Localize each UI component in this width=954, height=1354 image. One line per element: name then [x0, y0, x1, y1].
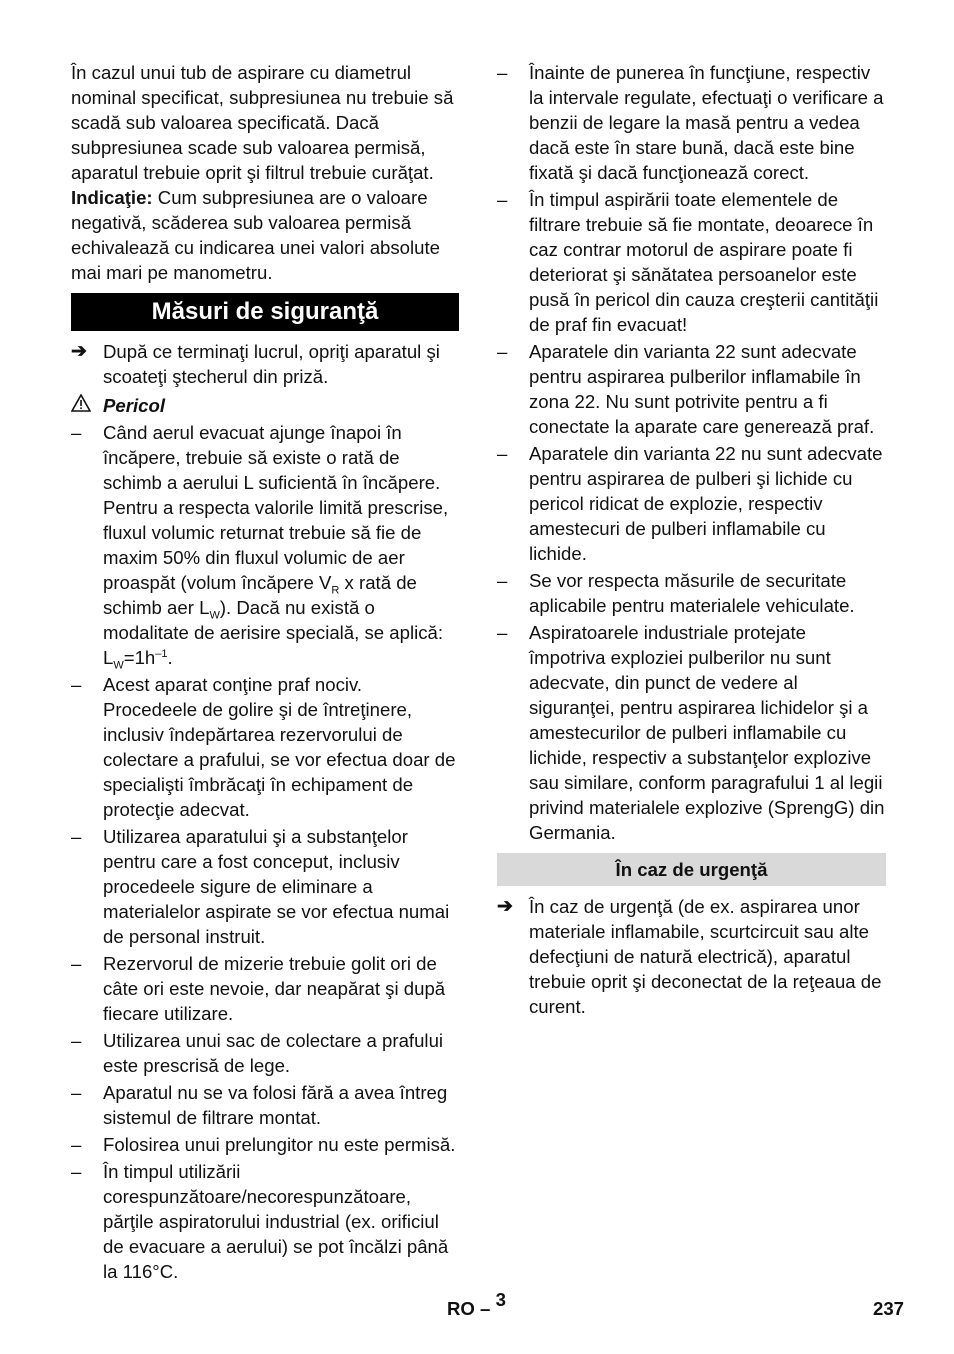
- dash-marker: –: [71, 826, 82, 847]
- air-text-e: .: [167, 647, 173, 668]
- dash-marker: –: [71, 1082, 82, 1103]
- list-item-text: Acest aparat conţine praf nociv. Procedeele de golire şi de întreţinere, inclusiv îndepărtarea rezervorului de colectare a prafului, se vor efectua doar de specialişti îmbrăcaţi în echipament de protecţie adecvat.: [103, 674, 456, 820]
- intro-text: În cazul unui tub de aspirare cu diametrul nominal specificat, subpresiunea nu trebuie să scadă sub valoarea specificată. Dacă subpresiunea scade sub valoarea permisă, aparatul trebuie oprit şi filtrul trebuie curăţat.: [71, 62, 454, 183]
- air-text-c: ). Dacă nu există o modalitate de aerisire specială, se aplică: L: [103, 597, 444, 668]
- air-sub-w2: W: [113, 659, 124, 672]
- dash-marker: –: [497, 570, 508, 591]
- list-item: [497, 60, 886, 185]
- dash-marker: –: [71, 1030, 82, 1051]
- dash-marker: –: [71, 1134, 82, 1155]
- list-item-text: Înainte de punerea în funcţiune, respectiv la intervale regulate, efectuaţi o verificare a benzii de legare la masă pentru a vedea dacă este în stare bună, dacă este bine fixată şi dacă funcţionează corect.: [529, 62, 884, 183]
- list-item-text: Se vor respecta măsurile de securitate aplicabile pentru materialele vehiculate.: [529, 570, 855, 616]
- list-item: [71, 420, 459, 670]
- instruction-text: După ce terminaţi lucrul, opriţi aparatul şi scoateţi ştecherul din priză.: [103, 341, 440, 387]
- list-item-text: În timpul aspirării toate elementele de filtrare trebuie să fie montate, deoarece în caz contrar motorul de aspirare poate fi deteriorat şi sănătatea persoanelor este pusă în pericol din cauza creşterii cantităţii de praf fin evacuat!: [529, 189, 879, 335]
- danger-label: Pericol: [103, 395, 166, 416]
- air-text-b: x rată de schimb aer L: [103, 572, 417, 618]
- emergency-subheading: În caz de urgenţă: [497, 853, 886, 886]
- list-item: [497, 568, 886, 618]
- list-item: [71, 1159, 459, 1284]
- note-text: Cum subpresiunea are o valoare negativă, scăderea sub valoarea permisă echivalează cu indicarea unei valori absolute mai mari pe manometru.: [71, 187, 441, 283]
- dash-marker: –: [71, 953, 82, 974]
- list-item: [71, 1028, 459, 1078]
- intro-paragraph: [71, 60, 459, 285]
- list-item: [71, 1080, 459, 1130]
- footer-section-page: 3: [495, 1288, 506, 1310]
- air-sub-w: W: [209, 609, 220, 622]
- air-text-d: =1h: [123, 647, 156, 668]
- list-item-text: Utilizarea unui sac de colectare a prafului este prescrisă de lege.: [103, 1030, 444, 1076]
- right-column: [497, 60, 886, 1021]
- dash-marker: –: [497, 341, 508, 362]
- list-item: [71, 824, 459, 949]
- dash-marker: –: [497, 62, 508, 83]
- instruction-item: [71, 339, 459, 389]
- left-column: [71, 60, 459, 1286]
- list-item-text: Aparatele din varianta 22 sunt adecvate pentru aspirarea pulberilor inflamabile în zona 22. Nu sunt potrivite pentru a fi conectate la aparate care generează praf.: [529, 341, 875, 437]
- air-exchange-text: [103, 420, 459, 670]
- list-item: [71, 951, 459, 1026]
- list-item: [497, 441, 886, 566]
- list-item-text: Aparatul nu se va folosi fără a avea întreg sistemul de filtrare montat.: [103, 1082, 448, 1128]
- list-item: [497, 187, 886, 337]
- section-heading: Măsuri de siguranţă: [71, 293, 459, 331]
- air-sub-r: R: [331, 584, 340, 597]
- list-item: [497, 620, 886, 845]
- air-sup: –1: [155, 647, 168, 660]
- dash-marker: –: [497, 443, 508, 464]
- dash-marker: –: [497, 622, 508, 643]
- list-item: [71, 1132, 459, 1157]
- instruction-item: [497, 894, 886, 1019]
- list-item-text: Aparatele din varianta 22 nu sunt adecvate pentru aspirarea de pulberi şi lichide cu pericol ridicat de explozie, respectiv amestecuri de pulberi inflamabile cu lichide.: [529, 443, 883, 564]
- air-text-a: Când aerul evacuat ajunge înapoi în încăpere, trebuie să existe o rată de schimb a aerului L suficientă în încăpere. Pentru a respecta valorile limită prescrise, fluxul volumic returnat trebuie să fie de maxim 50% din fluxul volumic de aer proaspăt (volum încăpere V: [103, 422, 449, 593]
- list-item-text: Rezervorul de mizerie trebuie golit ori de câte ori este nevoie, dar neapărat şi după fiecare utilizare.: [103, 953, 446, 1024]
- list-item: [71, 672, 459, 822]
- note-label: Indicaţie:: [71, 187, 153, 208]
- danger-label-row: [71, 393, 459, 418]
- arrow-icon: ➔: [497, 896, 513, 917]
- list-item-text: Aspiratoarele industriale protejate împotriva exploziei pulberilor nu sunt adecvate, din punct de vedere al siguranţei, pentru aspirarea lichidelor şi a amestecurilor de pulberi inflamabile cu lichide, respectiv a substanţelor explozive sau similare, conform paragrafului 1 al legii privind materialele explozive (SprengG) din Germania.: [529, 622, 885, 843]
- page-number: 237: [873, 1298, 905, 1319]
- footer-lang: RO –: [447, 1298, 496, 1319]
- dash-marker: –: [497, 189, 508, 210]
- arrow-icon: ➔: [71, 341, 87, 362]
- list-item-text: Folosirea unui prelungitor nu este permisă.: [103, 1134, 456, 1155]
- list-item-text: Utilizarea aparatului şi a substanţelor pentru care a fost conceput, inclusiv procedeele sigure de eliminare a materialelor aspirate se vor efectua numai de personal instruit.: [103, 826, 450, 947]
- dash-marker: –: [71, 674, 82, 695]
- instruction-text: În caz de urgenţă (de ex. aspirarea unor materiale inflamabile, scurtcircuit sau alte defecţiuni de natură electrică), aparatul trebuie oprit şi deconectat de la reţeaua de curent.: [529, 896, 882, 1017]
- footer-section-label: [447, 1288, 506, 1321]
- dash-marker: –: [71, 422, 82, 443]
- list-item-text: În timpul utilizării corespunzătoare/necorespunzătoare, părţile aspiratorului industrial (ex. orificiul de evacuare a aerului) se pot încălzi până la 116°C.: [103, 1161, 449, 1282]
- dash-marker: –: [71, 1161, 82, 1182]
- list-item: [497, 339, 886, 439]
- warning-triangle-icon: [71, 393, 103, 418]
